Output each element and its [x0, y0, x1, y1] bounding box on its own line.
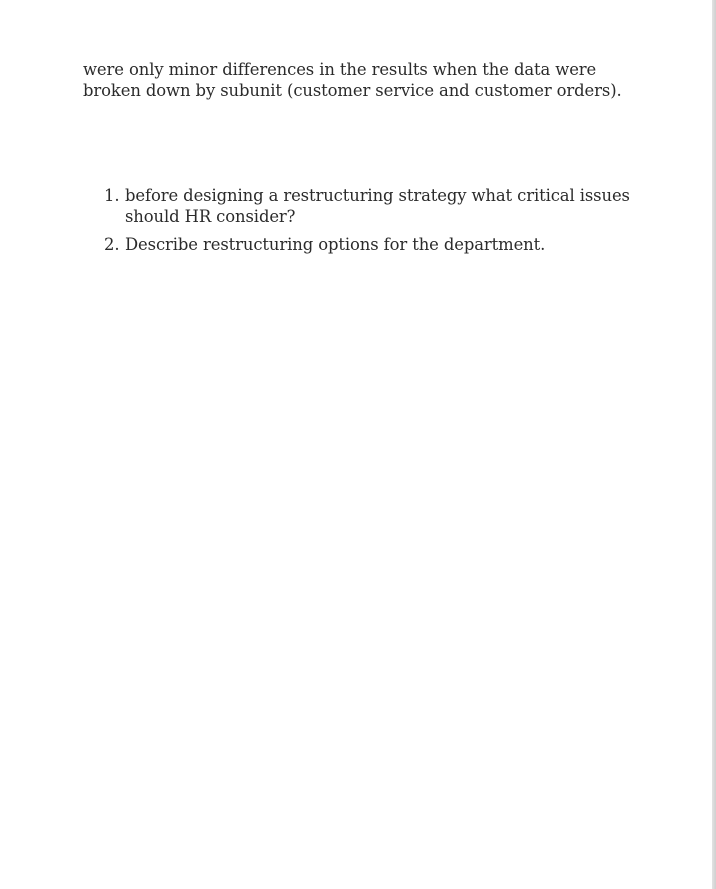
- page-edge-shadow: [712, 0, 716, 889]
- question-number: 2.: [104, 235, 120, 254]
- question-item: [83, 234, 643, 255]
- question-text: before designing a restructuring strategy what critical issues should HR consider?: [125, 186, 630, 226]
- body-paragraph: were only minor differences in the results when the data were broken down by subunit (customer service and customer orders).: [83, 60, 622, 100]
- question-text: Describe restructuring options for the department.: [125, 235, 546, 254]
- question-number: 1.: [104, 186, 120, 205]
- question-list: [83, 185, 643, 262]
- question-item: [83, 185, 643, 227]
